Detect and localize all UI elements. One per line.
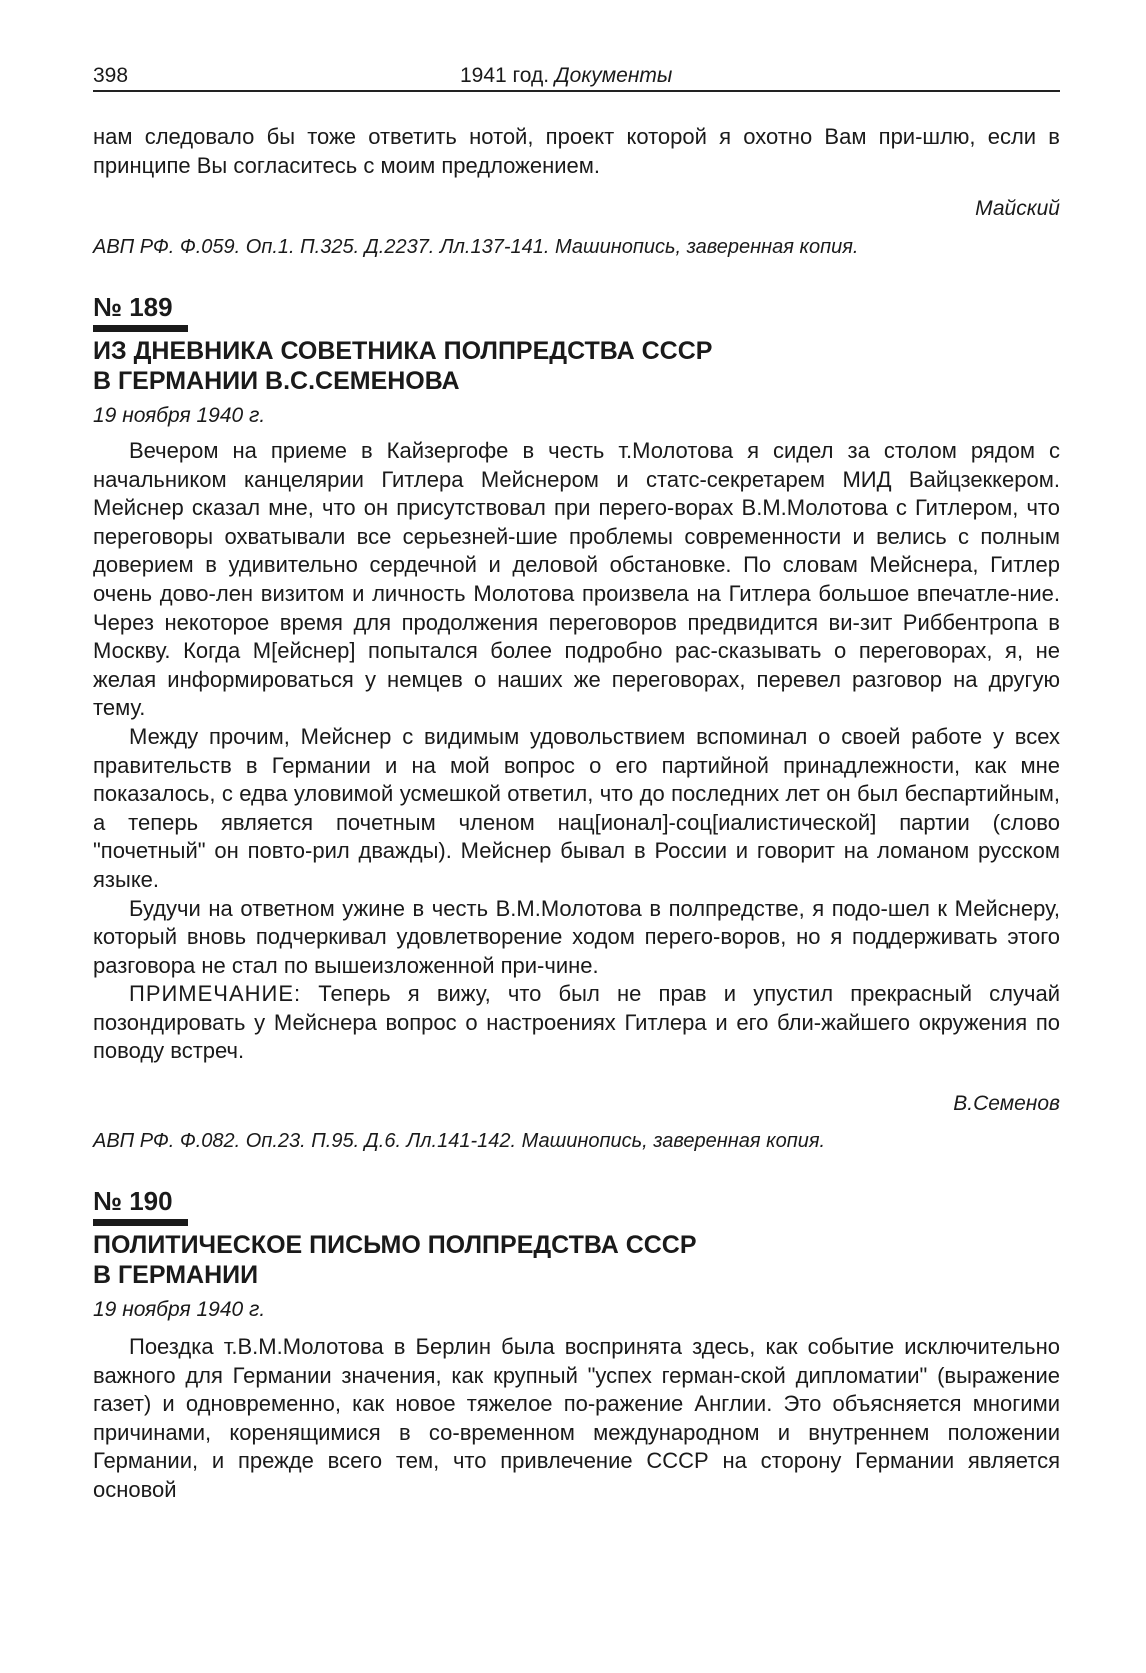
doc-189-number: № 189 xyxy=(93,292,173,322)
note-text: Теперь я вижу, что был не прав и упустил прекрасный случай позондировать у Мейснера вопрос о настроениях Гитлера и его бли-жайшего окружения по поводу встреч. xyxy=(93,981,1060,1064)
running-header xyxy=(93,62,1060,92)
signature-semenov: В.Семенов xyxy=(953,1092,1060,1115)
doc-189-paragraph-2: Между прочим, Мейснер с видимым удовольствием вспоминал о своей работе у всех правительств в Германии и на мой вопрос о его партийной принадлежности, как мне показалось, с едва уловимой усмешкой ответил, что до последних лет он был беспартийным, а теперь является почетным членом нац[ионал]-соц[иалистической] партии (слово "почетный" он повто-рил дважды). Мейснер бывал в России и говорит на ломаном русском языке. xyxy=(93,723,1060,892)
doc-190-body xyxy=(93,1333,1060,1505)
doc-190-title-line2: В ГЕРМАНИИ xyxy=(93,1261,259,1289)
doc-189-paragraph-3: Будучи на ответном ужине в честь В.М.Молотова в полпредстве, я подо-шел к Мейснеру, который вновь подчеркивал удовлетворение ходом перего-воров, но я поддерживать этого разговора не стал по вышеизложенной при-чине. xyxy=(93,895,1060,978)
continuation-text xyxy=(93,123,1060,180)
doc-189-body xyxy=(93,437,1060,1066)
doc-189-number-bar xyxy=(93,325,188,332)
doc-189-note xyxy=(93,980,1060,1066)
doc-190-date: 19 ноября 1940 г. xyxy=(93,1298,266,1321)
doc-189-paragraph-1: Вечером на приеме в Кайзергофе в честь т.Молотова я сидел за столом рядом с начальником канцелярии Гитлера Мейснером и статс-секретарем МИД Вайцзеккером. Мейснер сказал мне, что он присутствовал при перего-ворах В.М.Молотова с Гитлером, что переговоры охватывали все серьезней-шие проблемы современности и велись с полным доверием в удивительно сердечной и деловой обстановке. По словам Мейснера, Гитлер очень дово-лен визитом и личность Молотова произвела на Гитлера большое впечатле-ние. Через некоторое время для продолжения переговоров предвидится ви-зит Риббентропа в Москву. Когда М[ейснер] попытался более подробно рас-сказывать о переговорах, я, не желая информироваться у немцев о наших же переговорах, перевел разговор на другую тему. xyxy=(93,438,1060,721)
doc-189-title-line1: ИЗ ДНЕВНИКА СОВЕТНИКА ПОЛПРЕДСТВА СССР xyxy=(93,337,713,365)
running-title xyxy=(460,64,672,88)
doc-189-title xyxy=(93,336,1060,396)
doc-190-number-bar xyxy=(93,1219,188,1226)
note-label: ПРИМЕЧАНИЕ: xyxy=(129,981,302,1007)
doc-190-paragraph-1: Поездка т.В.М.Молотова в Берлин была воспринята здесь, как событие исключительно важного для Германии значения, как крупный "успех герман-ской дипломатии" (выражение газет) и одновременно, как новое тяжелое по-ражение Англии. Это объясняется многими причинами, коренящимися в со-временном международном и внутреннем положении Германии, и прежде всего тем, что привлечение СССР на сторону Германии является основой xyxy=(93,1334,1060,1502)
doc-190-title xyxy=(93,1230,1060,1290)
doc-189-title-line2: В ГЕРМАНИИ В.С.СЕМЕНОВА xyxy=(93,367,460,395)
doc-189-date: 19 ноября 1940 г. xyxy=(93,404,266,427)
doc-190-header xyxy=(93,1186,1060,1226)
archive-source-2: АВП РФ. Ф.082. Оп.23. П.95. Д.6. Лл.141-142. Машинопись, заверенная копия. xyxy=(93,1130,826,1152)
doc-190-number: № 190 xyxy=(93,1186,173,1216)
running-title-section: Документы xyxy=(554,64,673,87)
doc-190-title-line1: ПОЛИТИЧЕСКОЕ ПИСЬМО ПОЛПРЕДСТВА СССР xyxy=(93,1231,697,1259)
signature-maisky: Майский xyxy=(975,197,1060,220)
doc-189-header xyxy=(93,292,1060,332)
running-title-year: 1941 год. xyxy=(460,64,555,87)
archive-source-1: АВП РФ. Ф.059. Оп.1. П.325. Д.2237. Лл.137-141. Машинопись, заверенная копия. xyxy=(93,236,859,258)
page-number: 398 xyxy=(93,64,129,87)
continuation-paragraph: нам следовало бы тоже ответить нотой, проект которой я охотно Вам при-шлю, если в принципе Вы согласитесь с моим предложением. xyxy=(93,124,1060,178)
